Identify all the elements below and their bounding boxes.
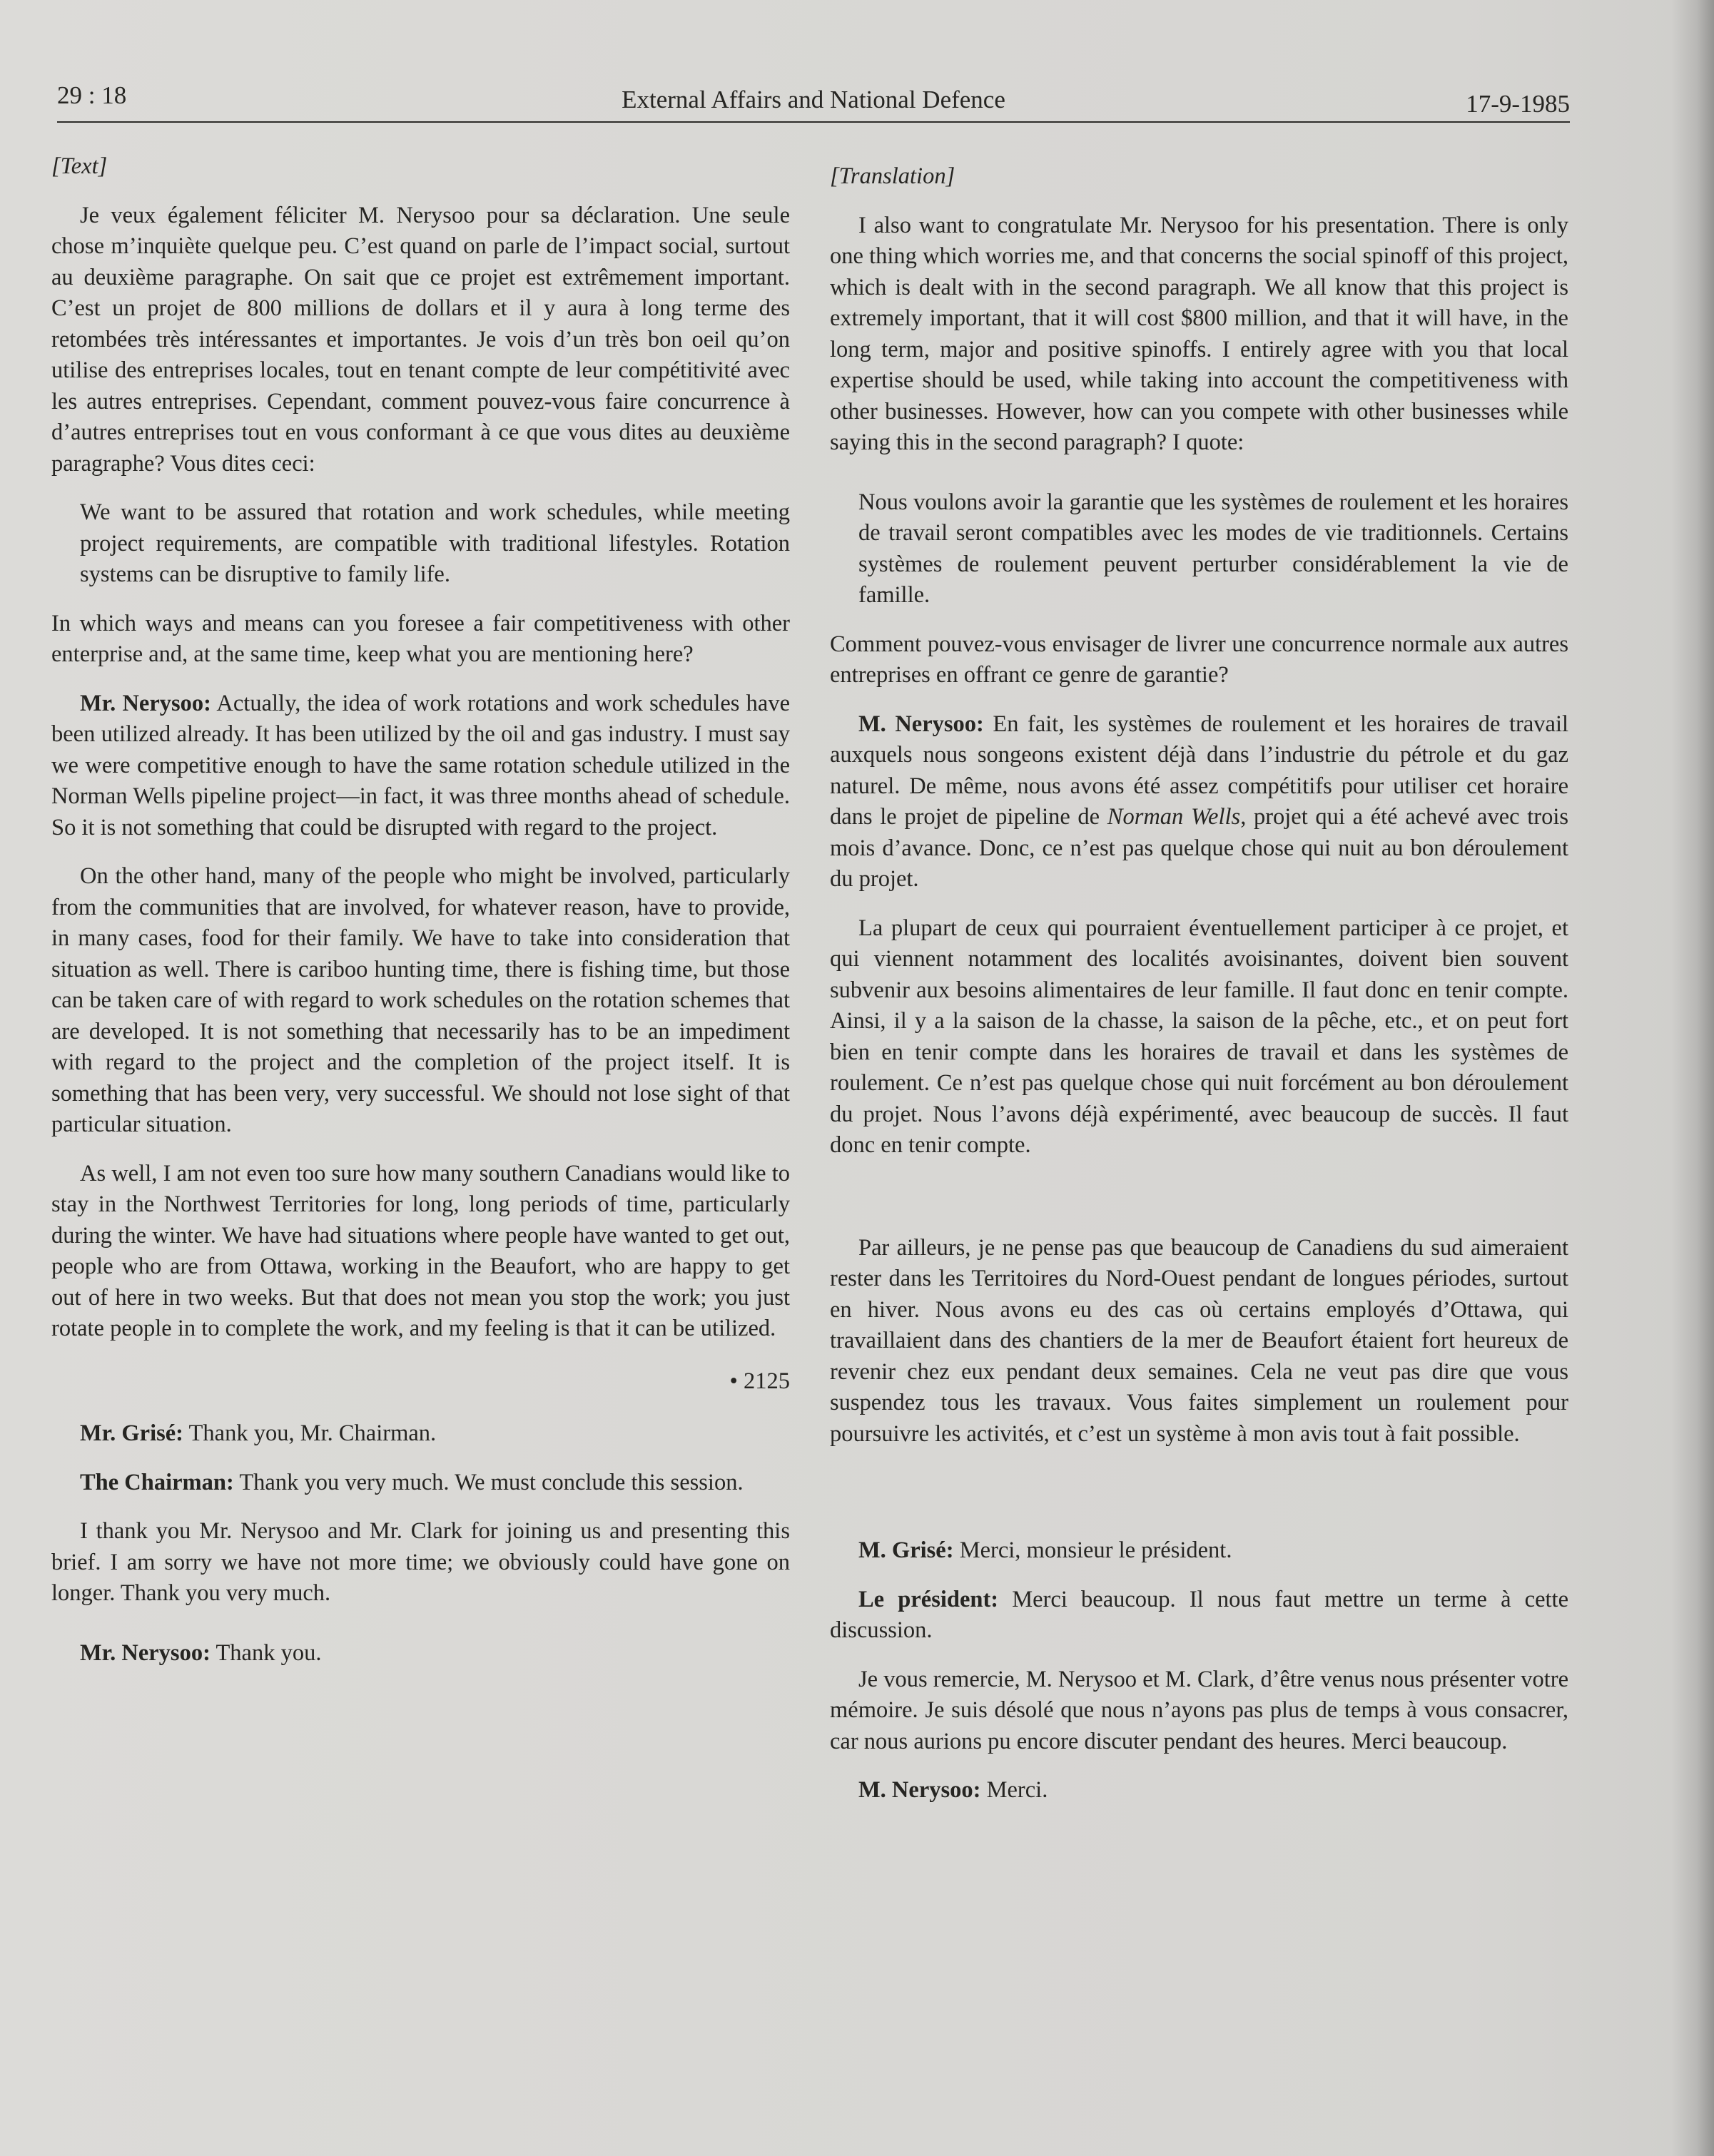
speaker-name: Mr. Nerysoo: <box>80 690 211 716</box>
running-header <box>57 78 1570 126</box>
speech-text: Merci, monsieur le président. <box>953 1537 1232 1563</box>
speech-italic-text: Norman Wells <box>1107 804 1241 830</box>
speaker-paragraph <box>830 1535 1568 1567</box>
paragraph: La plupart de ceux qui pourraient éventuellement participer à ce projet, et qui viennent notamment des localités avoisinantes, doivent bien souvent subvenir aux besoins alimentaires de leur famille. Il faut donc en tenir compte. Ainsi, il y a la saison de la chasse, la saison de la pêche, etc., et on peut fort bien en tenir compte dans les horaires de travail et dans les systèmes de roulement. Ce n’est pas quelque chose qui nuit forcément au bon déroulement du projet. Nous l’avons déjà expérimenté, avec beaucoup de succès. Il faut donc en tenir compte. <box>830 915 1568 1158</box>
paragraph: On the other hand, many of the people who might be involved, particularly from the communities that are involved, for whatever reason, have to provide, in many cases, food for their family. We have to take into consideration that situation as well. There is cariboo hunting time, there is fishing time, but those can be taken care of with regard to work schedules on the rotation schemes that are developed. It is not something that necessarily has to be an impediment with regard to the project and the completion of the project itself. It is something that has been very, very successful. We should not lose sight of that particular situation. <box>51 863 790 1137</box>
speaker-paragraph <box>830 709 1568 895</box>
speaker-paragraph <box>830 1585 1568 1647</box>
translation-tag: [Translation] <box>830 163 955 189</box>
speech-text: Merci. <box>980 1777 1048 1803</box>
speaker-paragraph <box>51 1418 790 1450</box>
header-title: External Affairs and National Defence <box>622 86 1005 113</box>
paragraph: As well, I am not even too sure how many southern Canadians would like to stay in the Northwest Territories for long, long periods of time, particularly during the winter. We have had situations where people have wanted to get out, people who are from Ottawa, working in the Beaufort, who are happy to get out of here in two weeks. But that does not mean you stop the work; you just rotate people in to complete the work, and my feeling is that it can be utilized. <box>51 1160 790 1341</box>
speech-text: En fait, les systèmes de roulement et les horaires de travail auxquels nous songeons existent déjà dans l’industrie du pétrole et du gaz naturel. De même, nous avons été assez compétitifs pour utiliser cet horaire dans le projet de pipeline de <box>830 711 1569 830</box>
speaker-paragraph <box>51 1468 790 1499</box>
right-column <box>830 151 1568 1824</box>
paragraph: I also want to congratulate Mr. Nerysoo for his presentation. There is only one thing which worries me, and that concerns the social spinoff of this project, which is dealt with in the second paragraph. We all know that this project is extremely important, that it will cost $800 million, and that it will have, in the long term, major and positive spinoffs. I entirely agree with you that local expertise should be used, while taking into account the competitiveness with other businesses. However, how can you compete with other businesses while saying this in the second paragraph? I quote: <box>830 212 1568 455</box>
speech-text: , projet qui a été achevé avec trois mois d’avance. Donc, ce n’est pas quelque chose qui nuit au bon déroulement du projet. <box>830 804 1568 892</box>
speaker-name: Mr. Grisé: <box>80 1420 183 1446</box>
text-tag: [Text] <box>51 153 108 179</box>
speech-text: Actually, the idea of work rotations and work schedules have been utilized already. It has been utilized by the oil and gas industry. I must say we were competitive enough to have the same rotation schedule utilized in the Norman Wells pipeline project—in fact, it was three months ahead of schedule. So it is not something that could be disrupted with regard to the project. <box>51 690 791 840</box>
block-quote: Nous voulons avoir la garantie que les systèmes de roulement et les horaires de travail seront compatibles avec les modes de vie traditionnels. Certains systèmes de roulement peuvent perturber considérablement la vie de famille. <box>858 489 1568 608</box>
block-quote: We want to be assured that rotation and work schedules, while meeting project requirements, are compatible with traditional lifestyles. Rotation systems can be disruptive to family life. <box>80 499 790 587</box>
speaker-paragraph <box>51 688 790 844</box>
header-rule <box>57 121 1570 123</box>
paragraph: I thank you Mr. Nerysoo and Mr. Clark for joining us and presenting this brief. I am sorry we have not more time; we obviously could have gone on longer. Thank you very much. <box>51 1518 790 1606</box>
speech-text: Thank you very much. We must conclude this session. <box>233 1469 744 1495</box>
paragraph: Comment pouvez-vous envisager de livrer une concurrence normale aux autres entreprises en offrant ce genre de garantie? <box>830 631 1568 688</box>
left-column <box>51 151 790 1687</box>
paragraph: Je veux également féliciter M. Nerysoo pour sa déclaration. Une seule chose m’inquiète quelque peu. C’est quand on parle de l’impact social, surtout au deuxième paragraphe. On sait que ce projet est extrêmement important. C’est un projet de 800 millions de dollars et il y aura à long terme des retombées très intéressantes et importantes. Je vois d’un très bon oeil qu’on utilise des entreprises locales, tout en tenant compte de leur compétitivité avec les autres entreprises. Cependant, comment pouvez-vous faire concurrence à d’autres entreprises tout en vous conformant à ce que vous dites au deuxième paragraphe? Vous dites ceci: <box>51 202 790 477</box>
speaker-paragraph <box>51 1638 790 1669</box>
header-date: 17-9-1985 <box>1466 90 1570 118</box>
paragraph: Par ailleurs, je ne pense pas que beaucoup de Canadiens du sud aimeraient rester dans les Territoires du Nord-Ouest pendant de longues périodes, surtout en hiver. Nous avons eu des cas où certains employés d’Ottawa, qui travaillaient dans des chantiers de la mer de Beaufort étaient fort heureux de revenir chez eux pendant deux semaines. Cela ne veut pas dire que vous suspendez tous les travaux. Vous faites simplement un roulement pour poursuivre les activités, et c’est un système à mon avis tout à fait possible. <box>830 1234 1568 1447</box>
time-marker: • 2125 <box>729 1368 790 1394</box>
speech-text: Thank you, Mr. Chairman. <box>183 1420 437 1446</box>
paragraph: Je vous remercie, M. Nerysoo et M. Clark, d’être venus nous présenter votre mémoire. Je suis désolé que nous n’ayons pas plus de temps à vous consacrer, car nous aurions pu encore discuter pendant des heures. Merci beaucoup. <box>830 1666 1568 1754</box>
paragraph: In which ways and means can you foresee a fair competitiveness with other enterprise and, at the same time, keep what you are mentioning here? <box>51 610 790 667</box>
speaker-paragraph <box>830 1775 1568 1806</box>
speaker-name: M. Grisé: <box>858 1537 954 1563</box>
speech-text: Merci beaucoup. Il nous faut mettre un terme à cette discussion. <box>830 1586 1568 1643</box>
page-edge-shadow <box>1671 0 1714 2156</box>
speaker-name: Mr. Nerysoo: <box>80 1639 211 1666</box>
speech-text: Thank you. <box>210 1639 322 1666</box>
speaker-name: M. Nerysoo: <box>858 1777 981 1803</box>
speaker-name: M. Nerysoo: <box>858 711 984 737</box>
page-number: 29 : 18 <box>57 81 127 109</box>
speaker-name: Le président: <box>858 1586 999 1612</box>
speaker-name: The Chairman: <box>80 1469 234 1495</box>
